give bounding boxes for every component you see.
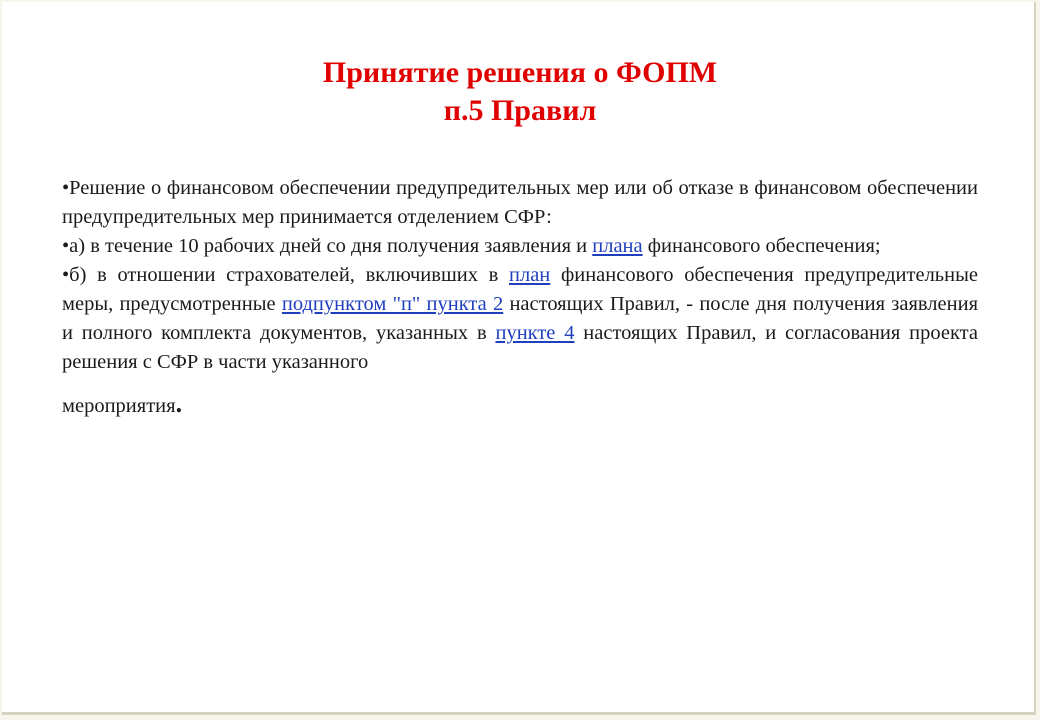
- item-a-text-end: финансового обеспечения;: [642, 235, 881, 257]
- item-b-period: .: [175, 389, 183, 418]
- slide-title: [0, 54, 1040, 130]
- item-b-text-4: настоящих Правил, и согласования проекта решения с СФР в части указанного: [62, 322, 978, 373]
- item-b-text-3: настоящих Правил, - после дня получения заявления и полного комплекта документов, указанных в: [62, 293, 979, 344]
- item-a-text-start: •а) в течение 10 рабочих дней со дня получения заявления и: [62, 235, 593, 257]
- paragraph-decision: •Решение о финансовом обеспечении предупредительных мер или об отказе в финансовом обеспечении предупредительных мер принимается отделением СФР:: [62, 177, 978, 228]
- item-b-last-word: мероприятия: [62, 395, 176, 417]
- item-b-text-2: финансового обеспечения предупредительные меры, предусмотренные: [62, 264, 978, 315]
- title-line-1: Принятие решения о ФОПМ: [322, 56, 718, 89]
- link-point-4[interactable]: пункте 4: [495, 322, 575, 344]
- item-b-text-1: •б) в отношении страхователей, включивших в: [62, 264, 509, 286]
- title-line-2: п.5 Правил: [443, 94, 597, 127]
- slide-body: [62, 174, 978, 421]
- link-plan[interactable]: плана: [592, 235, 643, 257]
- paragraph-item-a: [62, 232, 978, 261]
- link-plan-2[interactable]: план: [509, 264, 551, 286]
- paragraph-item-b: [62, 261, 978, 421]
- link-subparagraph-p[interactable]: подпунктом "п" пункта 2: [281, 293, 504, 315]
- item-b-last-line: [62, 389, 978, 421]
